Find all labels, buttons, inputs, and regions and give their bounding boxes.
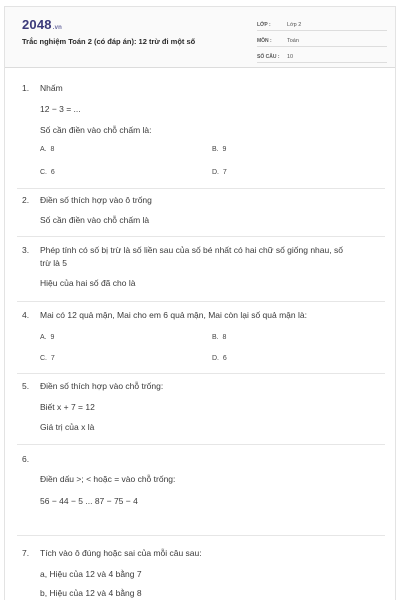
question-text: 56 − 44 − 5 ... 87 − 75 − 4 [40,496,138,506]
question-text: trừ là 5 [40,258,67,268]
question-text: Nhấm [40,83,63,93]
page-title: Trắc nghiệm Toán 2 (có đáp án): 12 trừ đi một số [22,37,196,46]
option-value: 8 [50,146,55,153]
question-text: a, Hiệu của 12 và 4 bằng 7 [40,569,142,579]
option-letter: D. [212,355,219,362]
option-letter: B. [212,334,219,341]
question-text: Giá trị của x là [40,422,95,432]
question-divider [17,236,385,237]
question-divider [17,301,385,302]
option-letter: C. [40,355,47,362]
question-divider [17,535,385,536]
question-divider [17,373,385,374]
logo-suffix: .vn [52,25,63,31]
option-value: 7 [222,169,227,176]
question-divider [17,188,385,189]
question-number: 2. [22,195,30,205]
answer-option[interactable] [212,355,227,362]
option-letter: A. [40,146,47,153]
question-number: 7. [22,548,30,558]
answer-option[interactable] [212,334,226,341]
question-text: Biết x + 7 = 12 [40,402,95,412]
question-text: Số cần điền vào chỗ chấm là: [40,125,152,135]
answer-option[interactable] [212,146,226,153]
question-text: 12 − 3 = ... [40,104,81,114]
answer-option[interactable] [40,169,55,176]
answer-option[interactable] [212,169,227,176]
option-letter: D. [212,169,219,176]
question-text: b, Hiệu của 12 và 4 bằng 8 [40,588,142,598]
meta-label: MÔN : [257,38,272,44]
question-text: Mai có 12 quả mận, Mai cho em 6 quả mận, Mai còn lại số quả mận là: [40,310,307,320]
question-divider [17,444,385,445]
question-text: Điền dấu >; < hoặc = vào chỗ trống: [40,474,176,484]
worksheet-page [4,6,396,600]
option-value: 7 [50,355,55,362]
option-value: 9 [50,334,55,341]
meta-row-count [257,49,387,63]
meta-value: 10 [287,54,294,60]
answer-option[interactable] [40,355,55,362]
option-value: 6 [50,169,55,176]
worksheet-header [5,7,395,68]
option-letter: C. [40,169,47,176]
question-text: Phép tính có số bị trừ là số liền sau của số bé nhất có hai chữ số giống nhau, số [40,245,343,255]
meta-value: Toán [287,38,299,44]
worksheet-meta [257,17,387,65]
question-text: Số cần điền vào chỗ chấm là [40,215,150,225]
logo-main: 2048 [22,17,52,32]
option-value: 6 [222,355,227,362]
option-value: 8 [222,334,227,341]
meta-value: Lớp 2 [287,22,302,28]
meta-row-subject [257,33,387,47]
question-text: Tích vào ô đúng hoặc sai của mỗi câu sau: [40,548,202,558]
question-number: 4. [22,310,30,320]
question-number: 3. [22,245,30,255]
question-text: Điền số thích hợp vào ô trống [40,195,152,205]
question-text: Điền số thích hợp vào chỗ trống: [40,381,164,391]
question-number: 6. [22,454,30,464]
answer-option[interactable] [40,334,54,341]
meta-label: LỚP : [257,22,271,28]
meta-row-class [257,17,387,31]
option-letter: B. [212,146,219,153]
option-value: 9 [222,146,227,153]
answer-option[interactable] [40,146,54,153]
option-letter: A. [40,334,47,341]
question-text: Hiệu của hai số đã cho là [40,278,136,288]
meta-label: SỐ CÂU : [257,54,280,60]
question-number: 5. [22,381,30,391]
question-number: 1. [22,83,30,93]
site-logo[interactable] [22,17,62,32]
